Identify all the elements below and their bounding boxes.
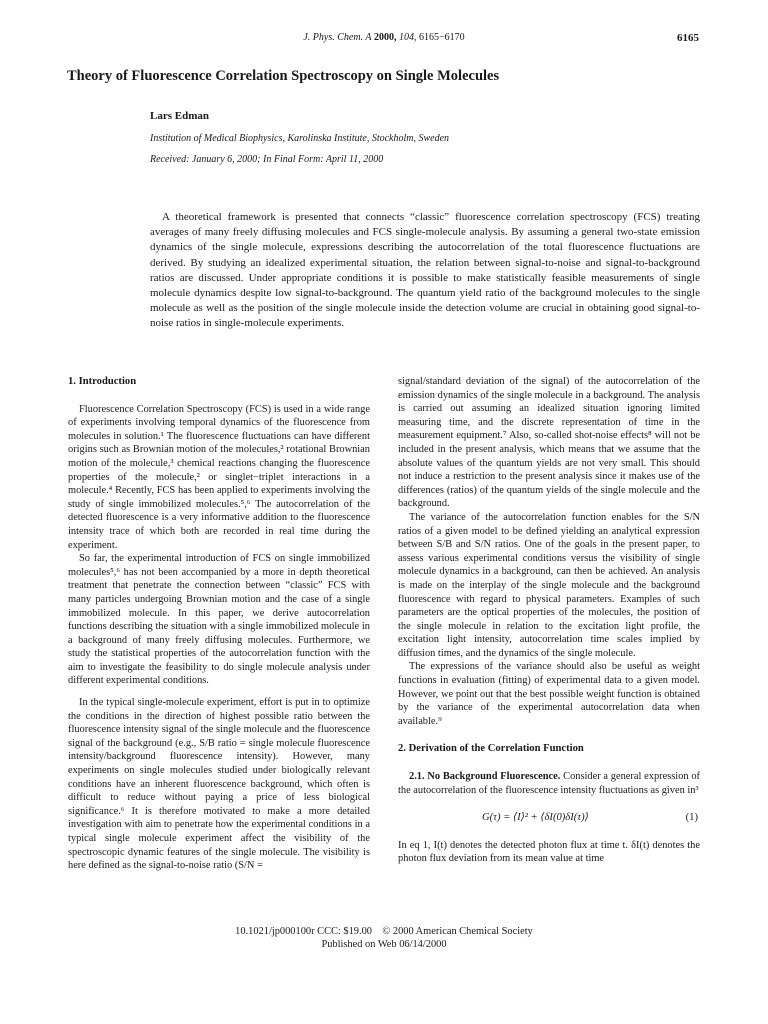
journal-year: 2000, (374, 32, 397, 43)
equation-body: G(τ) = ⟨I⟩² + ⟨δI(0)δI(τ)⟩ (482, 812, 589, 824)
subsection-text: Consider a general expression of the autocorrelation of the fluorescence intensity fluctuations as given in³ (398, 771, 701, 796)
page-footer (0, 925, 768, 951)
right-column (398, 375, 700, 866)
abstract: A theoretical framework is presented that connects “classic” fluorescence correlation spectroscopy (FCS) treating averages of many freely diffusing molecules and FCS single-molecule analysis. By assuming a general two-state emission dynamics of the single molecule, expressions describing the autocorrelation of the total fluorescence fluctuations are derived. By studying an idealized experimental situation, the relation between signal-to-noise and signal-to-background ratios are discussed. Under appropriate conditions it is possible to make statistically feasible measurements of single molecule dynamics despite low signal-to-background. The quantum yield ratio of the background molecules to the single molecule as well as the position of the single molecule inside the detection volume are crucial in obtaining good signal-to-noise ratios in single-molecule experiments. (150, 211, 700, 330)
page-number: 6165 (677, 32, 699, 44)
received-dates: Received: January 6, 2000; In Final Form: April 11, 2000 (150, 154, 384, 165)
running-header (0, 32, 768, 48)
section-heading-derivation: 2. Derivation of the Correlation Function (398, 743, 584, 755)
paragraph: The variance of the autocorrelation function enables for the S/N ratios of a given model to be defined yielding an analytical expression between S/B and S/N ratios. One of the goals in the present paper, to assess various experimental conditions versus the visibility of single molecule dynamics in a background, can then be achieved. An analysis is made on the interplay of the single molecule and the background fluorescence with regard to physical parameters. Examples of such parameters are the optical properties of the molecules, the position of the single molecule in relation to the excitation light profile, the excitation light intensity, autocorrelation time scales implied by diffusion times, and the dynamics of the single molecule. (398, 511, 700, 659)
subsection-heading: 2.1. No Background Fluorescence. (409, 771, 561, 783)
paragraph: signal/standard deviation of the signal) of the autocorrelation of the emission dynamics of the single molecule in a background. The analysis is carried out assuming an idealized situation ignoring limited measuring time, and the discrete representation of time in the measurement equipment.⁷ Also, so-called shot-noise effects⁸ will not be included in the present analysis, which means that we assume that the absolute values of the quantum yields are not very small. This should not induce a restriction to the present analysis since it makes use of the differences (ratios) of the quantum yields of the single molecule and the background. (398, 376, 700, 510)
equation-1 (398, 811, 700, 825)
publication-date: Published on Web 06/14/2000 (321, 939, 447, 950)
paragraph: In the typical single-molecule experiment, effort is put in to optimize the conditions in the direction of highest possible ratio between the fluorescence intensity signal of the single molecule and the fluorescence signal of the background (e.g., S/B ratio = single molecule fluorescence intensity/background fluorescence intensity). However, many experiments on single molecules studied under biologically relevant conditions have an inherent fluorescence background, which often is difficult to reduce without paying a price of less biological significance.⁶ It is therefore motivated to make a more detailed investigation with aim to penetrate how the experimental conditions in a typical single molecule experiment affect the visibility of the spectroscopic dynamic features of the single molecule. The visibility is here defined as the signal-to-noise ratio (S/N = (68, 697, 370, 872)
paragraph: The expressions of the variance should also be useful as weight functions in evaluation (fitting) of experimental data to a given model. However, we point out that the best possible weight function is obtained by the variance of the experimental autocorrelation data when available.⁹ (398, 661, 700, 727)
doi-copyright-line: 10.1021/jp000100r CCC: $19.00 © 2000 American Chemical Society (235, 926, 533, 937)
journal-citation (0, 32, 768, 43)
author-name: Lars Edman (150, 110, 209, 122)
left-column (68, 375, 370, 873)
paragraph: Fluorescence Correlation Spectroscopy (FCS) is used in a wide range of experiments involving temporal dynamics of the fluorescence from molecules in solution.¹ The fluorescence fluctuations can have different origins such as Brownian motion of the molecules,² rotational Brownian motion of the molecule,³ chemical reactions changing the fluorescence properties of the molecule,² or singlet−triplet interactions in a molecule.⁴ Recently, FCS has been applied to experiments involving the study of single immobilized molecules.⁵,⁶ The autocorrelation of the detected fluorescence is a very informative addition to the fluorescence intensity trace of which both are recorded in real time during the experiment. (68, 403, 370, 551)
equation-number: (1) (685, 812, 698, 824)
author-affiliation: Institution of Medical Biophysics, Karolinska Institute, Stockholm, Sweden (150, 133, 450, 144)
journal-pages: 6165−6170 (419, 32, 465, 43)
section-heading-introduction: 1. Introduction (68, 376, 137, 387)
article-title: Theory of Fluorescence Correlation Spectroscopy on Single Molecules (67, 68, 500, 84)
paragraph: So far, the experimental introduction of FCS on single immobilized molecules⁵,⁶ has not been accompanied by a more in depth theoretical treatment that penetrate the connection between “classic” FCS with many particles undergoing Brownian motion and the case of a single immobilized molecule. In this paper, we derive autocorrelation functions describing the situation with a single immobilized molecule in a background of many freely diffusing molecules. Furthermore, we study the statistical properties of the autocorrelation function with the aim to investigate the feasibility to do single molecule analysis under different experimental conditions. (68, 553, 370, 687)
journal-volume: 104, (399, 32, 417, 43)
subsection-paragraph (398, 770, 700, 797)
journal-name: J. Phys. Chem. A (303, 32, 372, 43)
paragraph: In eq 1, I(t) denotes the detected photon flux at time t. δI(t) denotes the photon flux deviation from its mean value at time (398, 839, 700, 865)
